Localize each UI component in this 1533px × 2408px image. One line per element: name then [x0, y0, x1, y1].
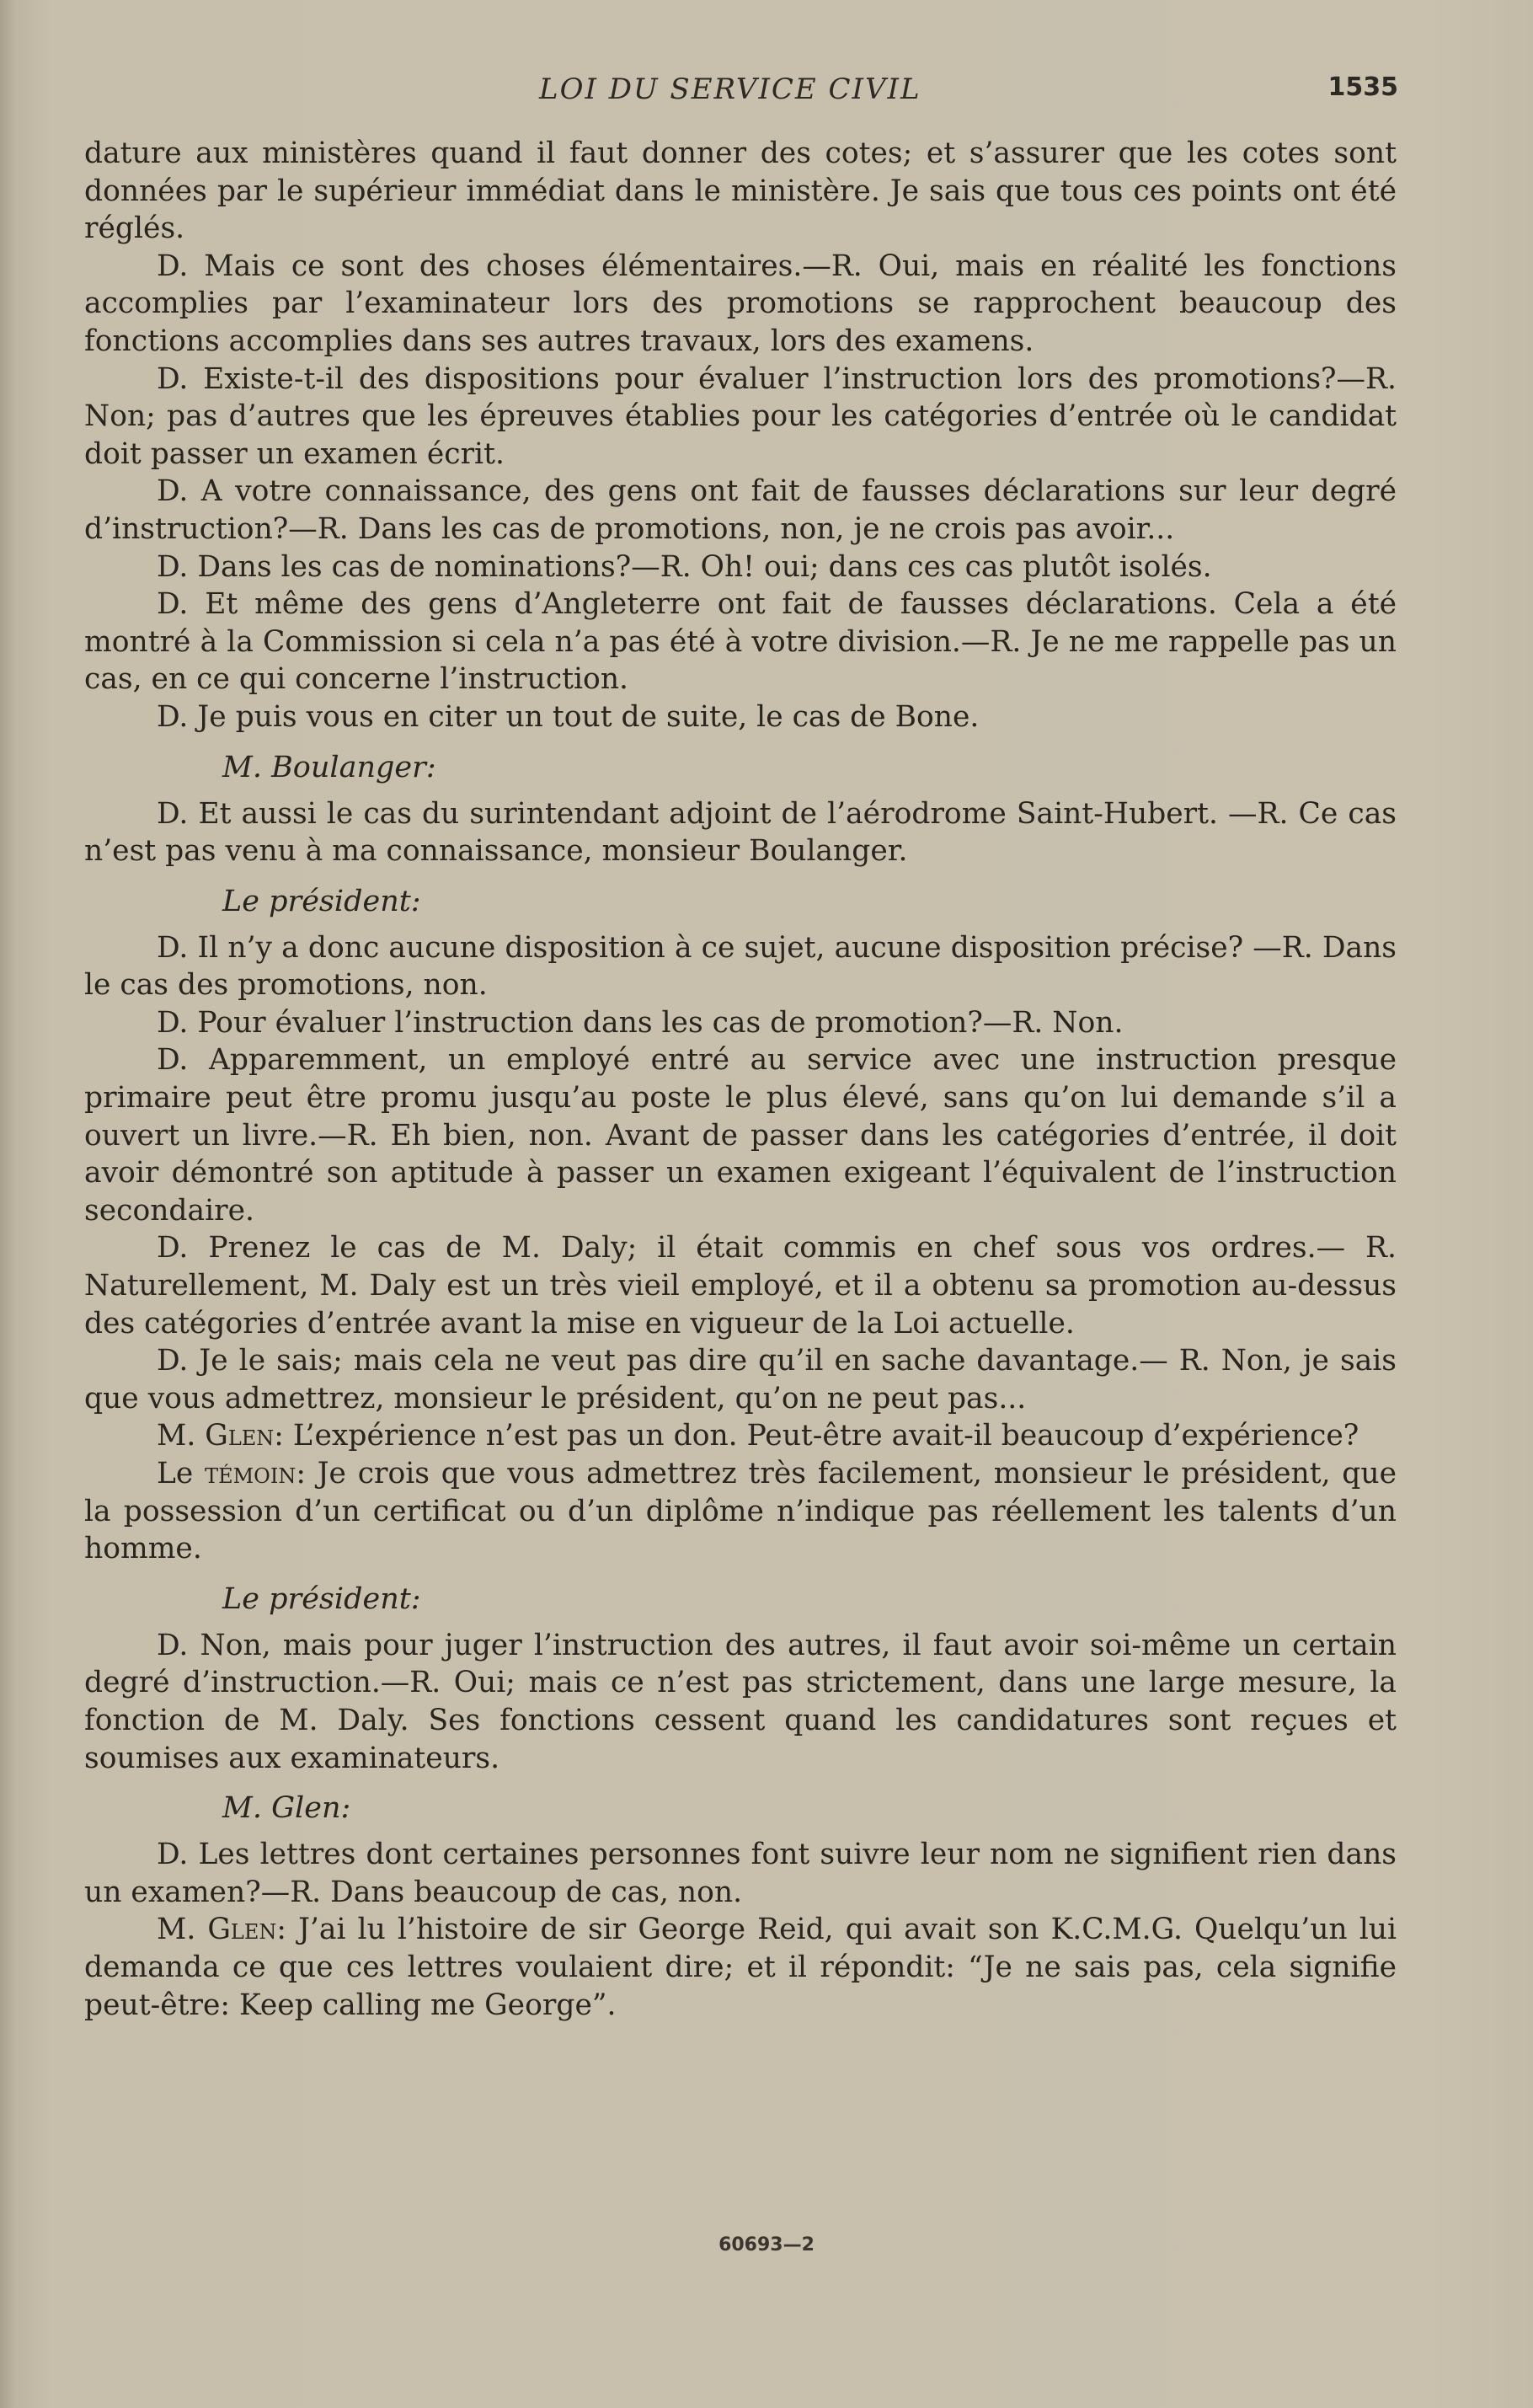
paragraph: D. Et même des gens d’Angleterre ont fait de fausses déclarations. Cela a été montré à la Commission si cela n’a pas été à votre division.—R. Je ne me rappelle pas un cas, en ce qui concerne l’instruction. [84, 587, 1397, 697]
speaker-name: témoin [205, 1457, 296, 1490]
speech-text: : Je crois que vous admettrez très facilement, monsieur le président, que la possession d’un certificat ou d’un diplôme n’indique pas réellement les talents d’un homme. [84, 1457, 1397, 1566]
running-title: LOI DU SERVICE CIVIL [539, 72, 921, 106]
speaker-prefix: Le [157, 1457, 194, 1490]
paragraph [84, 1911, 1397, 2024]
speaker-heading: Le président: [222, 884, 421, 918]
speech-text: : L’expérience n’est pas un don. Peut-être avait-il beaucoup d’expérience? [274, 1419, 1359, 1453]
paragraph: D. Non, mais pour juger l’instruction des autres, il faut avoir soi-même un certain degré d’instruction.—R. Oui; mais ce n’est pas strictement, dans une large mesure, la fonction de M. Daly. Ses fonctions cessent quand les candidatures sont reçues et soumises aux examinateurs. [84, 1628, 1397, 1775]
speaker-name: Glen [207, 1913, 277, 1947]
paragraph: D. Dans les cas de nominations?—R. Oh! oui; dans ces cas plutôt isolés. [157, 549, 1212, 584]
paragraph: D. Je le sais; mais cela ne veut pas dire qu’il en sache davantage.— R. Non, je sais que vous admettrez, monsieur le président, qu’on ne peut pas... [84, 1344, 1397, 1415]
speaker-heading: M. Boulanger: [222, 750, 436, 784]
paragraph: D. Existe-t-il des dispositions pour évaluer l’instruction lors des promotions?—R. Non; pas d’autres que les épreuves établies pour les catégories d’entrée où le candidat doit passer un examen écrit. [84, 361, 1397, 471]
paragraph [84, 1417, 1397, 1455]
paragraph: D. Apparemment, un employé entré au service avec une instruction presque primaire peut être promu jusqu’au poste le plus élevé, sans qu’on lui demande s’il a ouvert un livre.—R. Eh bien, non. Avant de passer dans les catégories d’entrée, il doit avoir démontré son aptitude à passer un examen exigeant l’équivalent de l’instruction secondaire. [84, 1043, 1397, 1228]
speaker-prefix: M. [157, 1913, 196, 1947]
paragraph: D. Et aussi le cas du surintendant adjoint de l’aérodrome Saint-Hubert. —R. Ce cas n’est pas venu à ma connaissance, monsieur Boulanger. [84, 796, 1397, 869]
paragraph: D. A votre connaissance, des gens ont fait de fausses déclarations sur leur degré d’instruction?—R. Dans les cas de promotions, non, je ne crois pas avoir... [84, 474, 1397, 546]
paragraph: D. Les lettres dont certaines personnes font suivre leur nom ne signifient rien dans un examen?—R. Dans beaucoup de cas, non. [84, 1838, 1397, 1909]
speaker-heading: Le président: [222, 1581, 421, 1616]
page-number: 1535 [1327, 72, 1398, 102]
speaker-heading: M. Glen: [222, 1791, 351, 1826]
signature-mark: 60693—2 [718, 2234, 815, 2255]
speech-text: : J’ai lu l’histoire de sir George Reid, qui avait son K.C.M.G. Quelqu’un lui demanda ce que ces lettres voulaient dire; et il répondit: “Je ne sais pas, cela signifie peut-être: Keep calling me George”. [84, 1913, 1397, 2022]
speaker-name: Glen [205, 1419, 275, 1453]
paragraph: D. Prenez le cas de M. Daly; il était commis en chef sous vos ordres.— R. Naturellement, M. Daly est un très vieil employé, et il a obtenu sa promotion au-dessus des catégories d’entrée avant la mise en vigueur de la Loi actuelle. [84, 1231, 1397, 1340]
paragraph: D. Je puis vous en citer un tout de suite, le cas de Bone. [157, 699, 980, 734]
body-text [84, 135, 1397, 2024]
paragraph: D. Pour évaluer l’instruction dans les cas de promotion?—R. Non. [157, 1005, 1124, 1040]
paragraph: D. Mais ce sont des choses élémentaires.—R. Oui, mais en réalité les fonctions accomplies par l’examinateur lors des promotions se rapprochent beaucoup des fonctions accomplies dans ses autres travaux, lors des examens. [84, 249, 1397, 358]
page-header [84, 72, 1398, 115]
paragraph [84, 1455, 1397, 1568]
speaker-prefix: M. [157, 1419, 196, 1453]
paragraph: dature aux ministères quand il faut donner des cotes; et s’assurer que les cotes sont données par le supérieur immédiat dans le ministère. Je sais que tous ces points ont été réglés. [84, 136, 1397, 246]
paragraph: D. Il n’y a donc aucune disposition à ce sujet, aucune disposition précise? —R. Dans le cas des promotions, non. [84, 930, 1397, 1003]
